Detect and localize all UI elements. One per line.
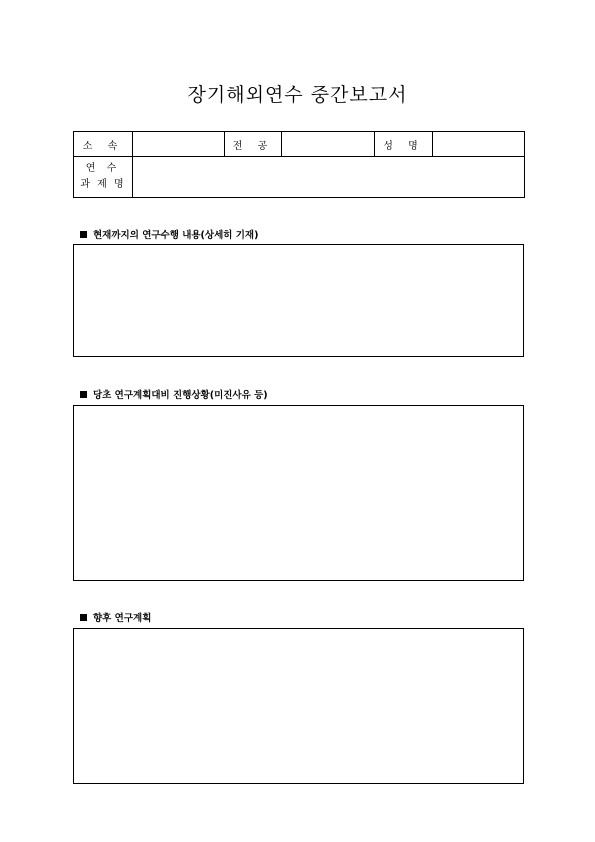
section-3-content-box[interactable] (73, 628, 524, 784)
document-title: 장기해외연수 중간보고서 (187, 84, 408, 106)
info-table (73, 131, 525, 198)
affiliation-label: 소 속 (74, 132, 133, 157)
square-bullet-icon (80, 231, 87, 238)
subject-label-line2: 과 제 명 (80, 179, 126, 190)
section-2-heading-text: 당초 연구계획대비 진행상황(미진사유 등) (93, 390, 268, 401)
section-2-heading (80, 387, 268, 401)
section-3-heading-text: 향후 연구계획 (93, 613, 152, 624)
name-label: 성 명 (375, 132, 433, 157)
section-1-heading (80, 227, 258, 241)
major-field[interactable] (282, 132, 375, 157)
major-label: 전 공 (225, 132, 282, 157)
section-1-content-box[interactable] (73, 244, 524, 357)
section-1-heading-text: 현재까지의 연구수행 내용(상세히 기재) (93, 230, 259, 241)
affiliation-field[interactable] (133, 132, 225, 157)
section-2-content-box[interactable] (73, 405, 524, 581)
subject-label (74, 157, 133, 198)
subject-field[interactable] (133, 157, 525, 198)
name-field[interactable] (433, 132, 525, 157)
section-3-heading (80, 610, 151, 624)
subject-label-line1: 연 수 (85, 163, 121, 174)
square-bullet-icon (80, 391, 87, 398)
square-bullet-icon (80, 614, 87, 621)
